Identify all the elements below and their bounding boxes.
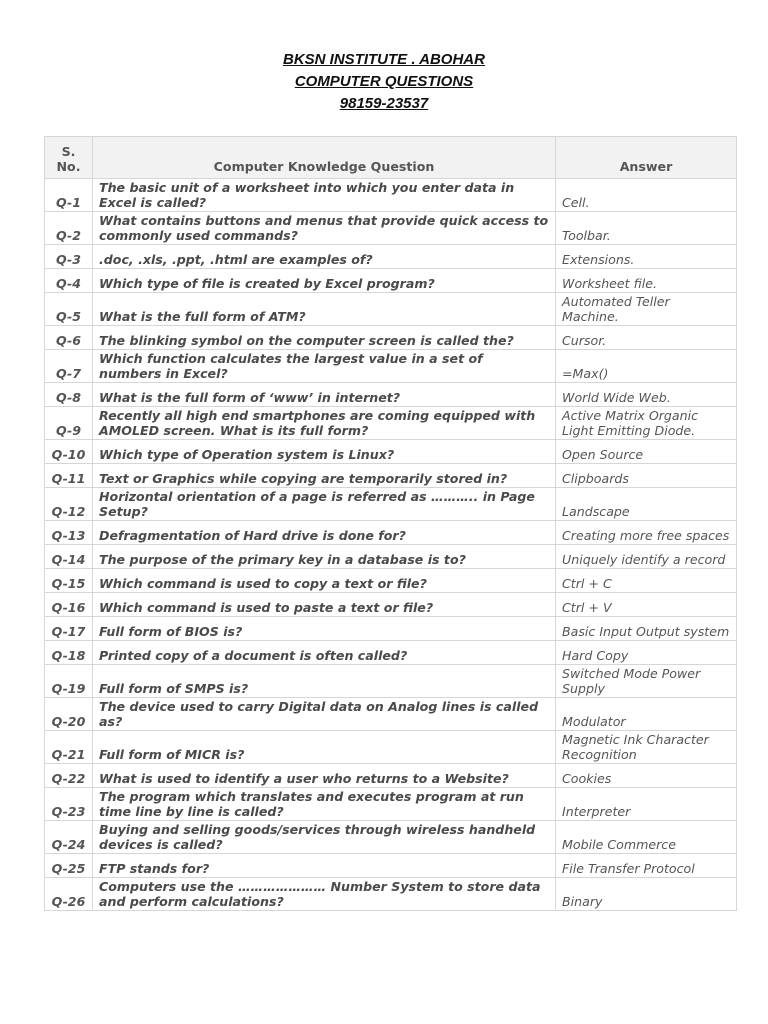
question-text: Text or Graphics while copying are temporarily stored in? bbox=[93, 464, 556, 488]
table-row bbox=[45, 521, 737, 545]
answer-text: Landscape bbox=[556, 488, 737, 521]
question-text: Which type of file is created by Excel program? bbox=[93, 269, 556, 293]
answer-text: Switched Mode Power Supply bbox=[556, 665, 737, 698]
table-row bbox=[45, 440, 737, 464]
table-row bbox=[45, 593, 737, 617]
question-number: Q-15 bbox=[45, 569, 93, 593]
question-text: Defragmentation of Hard drive is done for? bbox=[93, 521, 556, 545]
question-text: Which command is used to paste a text or file? bbox=[93, 593, 556, 617]
question-number: Q-5 bbox=[45, 293, 93, 326]
question-text: Printed copy of a document is often called? bbox=[93, 641, 556, 665]
answer-text: Automated Teller Machine. bbox=[556, 293, 737, 326]
table-row bbox=[45, 698, 737, 731]
table-row bbox=[45, 464, 737, 488]
question-text: Full form of MICR is? bbox=[93, 731, 556, 764]
question-number: Q-17 bbox=[45, 617, 93, 641]
answer-text: Cursor. bbox=[556, 326, 737, 350]
question-text: The basic unit of a worksheet into which you enter data in Excel is called? bbox=[93, 179, 556, 212]
question-number: Q-4 bbox=[45, 269, 93, 293]
answer-text: Uniquely identify a record bbox=[556, 545, 737, 569]
question-number: Q-23 bbox=[45, 788, 93, 821]
answer-text: World Wide Web. bbox=[556, 383, 737, 407]
question-number: Q-12 bbox=[45, 488, 93, 521]
question-number: Q-1 bbox=[45, 179, 93, 212]
answer-text: Ctrl + C bbox=[556, 569, 737, 593]
question-text: Computers use the ………………… Number System to store data and perform calculations? bbox=[93, 878, 556, 911]
answer-text: Open Source bbox=[556, 440, 737, 464]
question-text: What is used to identify a user who returns to a Website? bbox=[93, 764, 556, 788]
table-row bbox=[45, 488, 737, 521]
table-row bbox=[45, 764, 737, 788]
answer-text: Worksheet file. bbox=[556, 269, 737, 293]
table-row bbox=[45, 788, 737, 821]
question-text: Which function calculates the largest value in a set of numbers in Excel? bbox=[93, 350, 556, 383]
question-number: Q-25 bbox=[45, 854, 93, 878]
question-text: Full form of SMPS is? bbox=[93, 665, 556, 698]
question-number: Q-6 bbox=[45, 326, 93, 350]
question-text: What is the full form of ‘www’ in internet? bbox=[93, 383, 556, 407]
table-row bbox=[45, 179, 737, 212]
header-answer: Answer bbox=[556, 137, 737, 179]
question-number: Q-9 bbox=[45, 407, 93, 440]
table-row bbox=[45, 293, 737, 326]
answer-text: Mobile Commerce bbox=[556, 821, 737, 854]
question-number: Q-20 bbox=[45, 698, 93, 731]
question-text: The blinking symbol on the computer screen is called the? bbox=[93, 326, 556, 350]
table-row bbox=[45, 641, 737, 665]
table-row bbox=[45, 407, 737, 440]
question-number: Q-19 bbox=[45, 665, 93, 698]
table-row bbox=[45, 269, 737, 293]
table-row bbox=[45, 665, 737, 698]
question-number: Q-13 bbox=[45, 521, 93, 545]
question-number: Q-16 bbox=[45, 593, 93, 617]
question-text: Full form of BIOS is? bbox=[93, 617, 556, 641]
answer-text: Cookies bbox=[556, 764, 737, 788]
institute-title: BKSN INSTITUTE . ABOHAR bbox=[283, 51, 485, 68]
table-row bbox=[45, 545, 737, 569]
question-number: Q-8 bbox=[45, 383, 93, 407]
questions-table bbox=[44, 136, 737, 911]
answer-text: Clipboards bbox=[556, 464, 737, 488]
table-row bbox=[45, 569, 737, 593]
question-number: Q-10 bbox=[45, 440, 93, 464]
answer-text: File Transfer Protocol bbox=[556, 854, 737, 878]
question-number: Q-24 bbox=[45, 821, 93, 854]
document-header bbox=[0, 49, 768, 115]
question-text: Which type of Operation system is Linux? bbox=[93, 440, 556, 464]
answer-text: Binary bbox=[556, 878, 737, 911]
question-text: What is the full form of ATM? bbox=[93, 293, 556, 326]
phone-number: 98159-23537 bbox=[339, 95, 429, 112]
question-text: The program which translates and executes program at run time line by line is called? bbox=[93, 788, 556, 821]
table-row bbox=[45, 245, 737, 269]
table-row bbox=[45, 821, 737, 854]
question-text: What contains buttons and menus that provide quick access to commonly used commands? bbox=[93, 212, 556, 245]
answer-text: Modulator bbox=[556, 698, 737, 731]
table-row bbox=[45, 383, 737, 407]
question-number: Q-11 bbox=[45, 464, 93, 488]
answer-text: Basic Input Output system bbox=[556, 617, 737, 641]
question-text: The device used to carry Digital data on Analog lines is called as? bbox=[93, 698, 556, 731]
header-serial-no: S. No. bbox=[45, 137, 93, 179]
answer-text: Ctrl + V bbox=[556, 593, 737, 617]
answer-text: Cell. bbox=[556, 179, 737, 212]
header-question: Computer Knowledge Question bbox=[93, 137, 556, 179]
question-number: Q-18 bbox=[45, 641, 93, 665]
question-text: Horizontal orientation of a page is referred as ……….. in Page Setup? bbox=[93, 488, 556, 521]
question-number: Q-2 bbox=[45, 212, 93, 245]
table-row bbox=[45, 350, 737, 383]
answer-text: Interpreter bbox=[556, 788, 737, 821]
table-body bbox=[45, 179, 737, 911]
question-number: Q-14 bbox=[45, 545, 93, 569]
question-number: Q-21 bbox=[45, 731, 93, 764]
question-text: Buying and selling goods/services through wireless handheld devices is called? bbox=[93, 821, 556, 854]
question-number: Q-7 bbox=[45, 350, 93, 383]
subject-title: COMPUTER QUESTIONS bbox=[294, 73, 474, 90]
table-row bbox=[45, 731, 737, 764]
answer-text: Toolbar. bbox=[556, 212, 737, 245]
table-row bbox=[45, 212, 737, 245]
question-number: Q-22 bbox=[45, 764, 93, 788]
answer-text: Active Matrix Organic Light Emitting Diode. bbox=[556, 407, 737, 440]
question-number: Q-3 bbox=[45, 245, 93, 269]
table-row bbox=[45, 878, 737, 911]
answer-text: =Max() bbox=[556, 350, 737, 383]
table-row bbox=[45, 854, 737, 878]
answer-text: Extensions. bbox=[556, 245, 737, 269]
question-text: Which command is used to copy a text or file? bbox=[93, 569, 556, 593]
table-header-row bbox=[45, 137, 737, 179]
question-text: The purpose of the primary key in a database is to? bbox=[93, 545, 556, 569]
answer-text: Hard Copy bbox=[556, 641, 737, 665]
question-text: FTP stands for? bbox=[93, 854, 556, 878]
table-row bbox=[45, 617, 737, 641]
question-text: Recently all high end smartphones are coming equipped with AMOLED screen. What is its full form? bbox=[93, 407, 556, 440]
question-text: .doc, .xls, .ppt, .html are examples of? bbox=[93, 245, 556, 269]
question-number: Q-26 bbox=[45, 878, 93, 911]
answer-text: Magnetic Ink Character Recognition bbox=[556, 731, 737, 764]
table-row bbox=[45, 326, 737, 350]
answer-text: Creating more free spaces bbox=[556, 521, 737, 545]
